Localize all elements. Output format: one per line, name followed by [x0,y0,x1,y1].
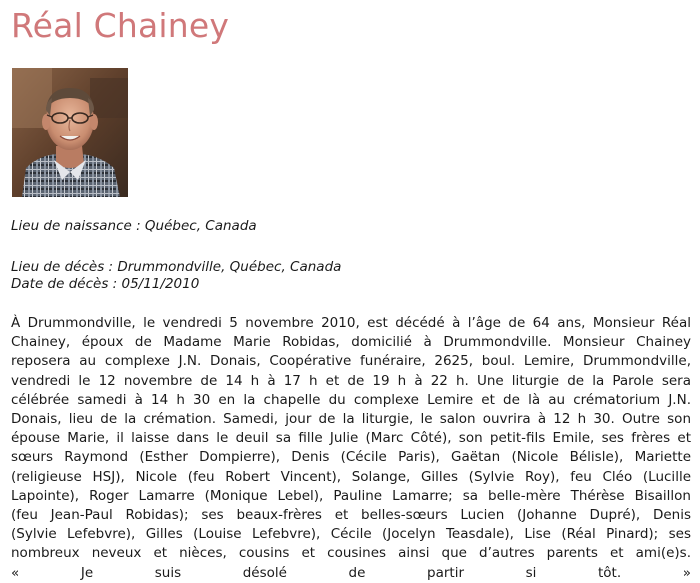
obituary-text [11,314,691,583]
death-place: Lieu de décès : Drummondville, Québec, Canada [11,259,342,275]
obituary-line: nombreux neveux et nièces, cousins et cousines ainsi que d’autres parents et ami(e)s. [11,545,691,562]
obituary-line: Donais, lieu de la crémation. Samedi, jour de la liturgie, le salon ouvrira à 12 h 30. Outre son [11,411,691,428]
obituary-line: épouse Marie, il laisse dans le deuil sa fille Julie (Marc Côté), son petit-fils Emile, ses frères et [11,430,691,447]
obituary-line: célébrée samedi à 14 h 30 en la chapelle du complexe Lemire et de là au crématorium J.N. [11,391,691,408]
obituary-line: (feu Jean-Paul Robidas); ses beaux-frères et belles-sœurs Lucien (Johanne Dupré), Denis [11,507,691,524]
obituary-line: (religieuse HSJ), Nicole (feu Robert Vincent), Solange, Gilles (Sylvie Roy), feu Cléo (Lucille [11,468,691,485]
death-date: Date de décès : 05/11/2010 [11,276,200,292]
portrait-photo [12,68,128,197]
obituary-line: À Drummondville, le vendredi 5 novembre 2010, est décédé à l’âge de 64 ans, Monsieur Réal [11,315,691,331]
obituary-closing-quote: « Je suis désolé de partir si tôt. » [11,564,691,581]
obituary-line: sœurs Raymond (Esther Dompierre), Denis (Cécile Paris), Gaëtan (Nicole Bélisle), Mariette [11,449,691,466]
obituary-line: vendredi le 12 novembre de 14 h à 17 h et de 19 h à 22 h. Une liturgie de la Parole sera [11,372,691,389]
page-title: Réal Chainey [11,6,230,45]
obituary-line: reposera au complexe J.N. Donais, Coopérative funéraire, 2625, boul. Lemire, Drummondville, [11,353,691,370]
birth-place: Lieu de naissance : Québec, Canada [11,218,257,234]
obituary-line: Chainey, époux de Madame Marie Robidas, domicilié à Drummondville. Monsieur Chainey [11,334,691,351]
obituary-line: Lapointe), Roger Lamarre (Monique Lebel), Pauline Lamarre; sa belle-mère Thérèse Bisaillon [11,487,691,504]
obituary-line: (Sylvie Lefebvre), Gilles (Louise Lefebvre), Cécile (Jocelyn Teasdale), Lise (Réal Pinard); ses [11,526,691,543]
